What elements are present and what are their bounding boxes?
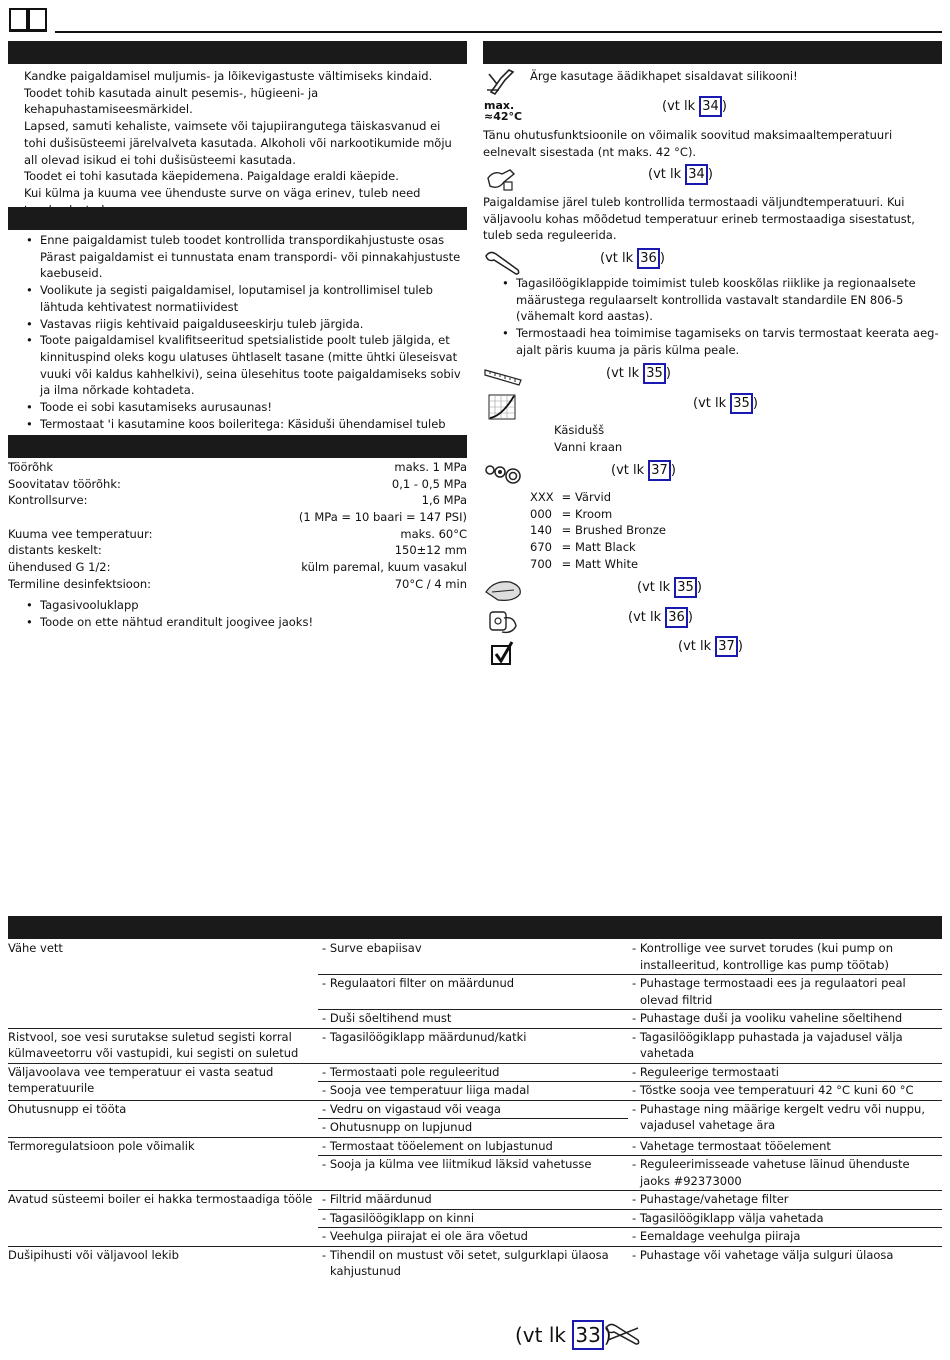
ref-page-link[interactable]: 36: [637, 248, 660, 269]
spec-value: maks. 1 MPa: [394, 460, 467, 474]
solution-text: Vahetage termostaat tööelement: [639, 1138, 831, 1153]
ref-suffix: ): [659, 251, 665, 266]
cause-text: Regulaatori filter on määrdunud: [329, 976, 515, 990]
ref-prefix: (vt lk: [515, 1323, 573, 1347]
ref-prefix: (vt lk: [678, 639, 716, 654]
cause-cell: - Termostaat tööelement on lubjastunud: [322, 1138, 553, 1153]
section-bar-right: [483, 41, 942, 64]
cause-text: Veehulga piirajat ei ole ära võetud: [329, 1229, 528, 1243]
diagram-item: Käsidušš: [554, 423, 605, 437]
checkbox-icon: [490, 640, 514, 671]
spec-label: distants keskelt:: [8, 543, 102, 558]
cause-text: Tagasilöögiklapp on kinni: [329, 1210, 475, 1225]
ref-prefix: (vt lk: [662, 99, 700, 114]
problem-cell: [8, 940, 318, 1028]
table-row: [8, 1246, 942, 1281]
cause-text: Termostaat tööelement on lubjastunud: [329, 1138, 553, 1153]
color-row: 140 = Brushed Bronze: [530, 523, 666, 538]
spec-label: Soovitatav töörõhk:: [8, 476, 121, 491]
page-ref: [648, 164, 713, 185]
solution-cell: - Vahetage termostaat tööelement: [632, 1138, 831, 1153]
problem-text: Termoregulatsioon pole võimalik: [8, 1138, 195, 1153]
cause-text: Ohutusnupp on lupjunud: [329, 1120, 473, 1134]
color-row: 700 = Matt White: [530, 556, 639, 571]
ref-page-link[interactable]: 36: [665, 607, 688, 628]
installation-bullet: • Voolikute ja segisti paigaldamisel, loputamisel ja kontrollimisel tuleb lähtuda kehtivatest normatiividest: [40, 282, 464, 315]
cause-cell: - Termostaati pole reguleeritud: [322, 1064, 500, 1079]
color-list: [530, 489, 666, 573]
problem-text: Ohutusnupp ei tööta: [8, 1101, 127, 1116]
section-bar-installation: [8, 207, 467, 230]
safety-para: Kui külma ja kuuma vee ühenduste surve on väga erinev, tuleb need: [24, 185, 421, 200]
cause-cell: - Vedru on vigastaud või veaga: [322, 1101, 501, 1116]
spec-label: ühendused G 1/2:: [8, 560, 111, 575]
problem-cell: [8, 1028, 318, 1063]
spec-value: maks. 60°C: [400, 526, 467, 541]
safety-section: [24, 68, 464, 218]
cause-text: Vedru on vigastaud või veaga: [329, 1101, 501, 1116]
solution-cell: - Reguleerimisseade vahetuse läinud ühenduste jaoks #92373000: [632, 1157, 910, 1188]
cleaning-hand-icon: [484, 578, 524, 609]
color-name: Värvid: [574, 490, 612, 504]
maintenance-bullets: [500, 275, 941, 359]
solution-cell: - Eemaldage veehulga piiraja: [632, 1229, 801, 1243]
color-code: 700: [530, 556, 552, 571]
table-row: [8, 940, 942, 975]
installation-bullet: • Toote paigaldamisel kvalifitseeritud spetsialistide poolt tuleb jälgida, et kinnituspind oleks kogu ulatuses ühtlaselt tasane (mitte ühtki üleseisvat vuuki või kaldus kahhelkivi), seina ülesehitus toote paigaldamiseks sobiv ja ilma nõrkade kohtadeta.: [40, 332, 464, 399]
wrench-icon: [604, 1322, 642, 1351]
ruler-icon: [484, 366, 522, 391]
solution-cell: - Puhastage duši ja vooliku vaheline sõeltihend: [632, 1011, 903, 1025]
solution-cell: - Puhastage või vahetage välja sulguri ülaosa: [632, 1247, 894, 1262]
ref-prefix: (vt lk: [611, 463, 649, 478]
spec-label: Termiline desinfektsioon:: [8, 576, 152, 591]
solution-text: Tagasilöögiklapp puhastada ja vajadusel välja vahetada: [639, 1029, 903, 1060]
problem-text: Ristvool, soe vesi surutakse suletud segisti korral külmaveetorru või vastupidi, kui segisti on suletud: [8, 1029, 299, 1060]
color-code: 140: [530, 523, 552, 538]
cause-cell: - Duši sõeltihend must: [322, 1011, 452, 1025]
table-row: [8, 1100, 942, 1119]
ref-suffix: ): [737, 639, 743, 654]
silicone-warning: Ärge kasutage äädikhapet sisaldavat silikooni!: [530, 69, 798, 83]
ref-prefix: (vt lk: [693, 396, 731, 411]
installation-bullet: • Termostaat 'i kasutamine koos boileritega: Käsiduši ühendamisel tuleb: [40, 416, 464, 449]
page-ref: [628, 607, 693, 628]
color-name: Brushed Bronze: [574, 523, 666, 538]
color-name: Matt White: [574, 556, 639, 571]
spec-row: [8, 459, 467, 476]
ref-suffix: ): [603, 1323, 612, 1347]
book-icon: [8, 6, 48, 32]
hand-cleaning-part-icon: [486, 606, 520, 641]
spec-bullet: • Tagasivooluklapp: [40, 597, 464, 614]
solution-cell: - Kontrollige vee survet torudes (kui pump on installeeritud, kontrollige kas pump töötab): [632, 941, 893, 972]
cause-cell: - Veehulga piirajat ei ole ära võetud: [322, 1229, 528, 1243]
safety-para: Kandke paigaldamisel muljumis- ja lõikevigastuste vältimiseks kindaid.: [24, 69, 433, 83]
section-bar-specs: [8, 435, 467, 458]
color-code: 670: [530, 540, 552, 555]
installation-bullet: • Toode ei sobi kasutamiseks aurusaunas!: [40, 399, 464, 416]
table-row: [8, 1028, 942, 1063]
cause-text: Termostaati pole reguleeritud: [329, 1064, 500, 1079]
ref-page-link[interactable]: 33: [572, 1320, 603, 1350]
spec-row: [8, 542, 467, 559]
problem-text: Väljavoolava vee temperatuur ei vasta seatud temperatuurile: [8, 1064, 274, 1095]
solution-cell: - Tõstke sooja vee temperatuuri 42 °C kuni 60 °C: [632, 1083, 914, 1097]
ref-page-link[interactable]: 35: [674, 577, 697, 598]
ref-suffix: ): [696, 580, 702, 595]
problem-cell: [8, 1191, 318, 1247]
spec-row: [8, 492, 467, 509]
ref-page-link[interactable]: 37: [715, 636, 738, 657]
cause-text: Duši sõeltihend must: [329, 1011, 452, 1025]
safety-function-text: Tänu ohutusfunktsioonile on võimalik soovitud maksimaaltemperatuuri eelnevalt sisestada (nt maks. 42 °C).: [483, 128, 893, 159]
cause-text: Sooja ja külma vee liitmikud läksid vahetusse: [329, 1157, 592, 1171]
spec-bullet: • Toode on ette nähtud eranditult joogivee jaoks!: [40, 614, 464, 631]
solution-text: Puhastage termostaadi ees ja regulaatori peal olevad filtrid: [639, 976, 906, 1007]
spec-row: [8, 526, 467, 543]
page-ref: [678, 636, 743, 657]
problem-text: Dušipihusti või väljavool lekib: [8, 1247, 179, 1262]
color-row: 000 = Kroom: [530, 506, 613, 521]
installation-bullet: • Enne paigaldamist tuleb toodet kontrollida transpordikahjustuste osas Pärast paigaldamist ei tunnustata enam transpordi- või pinnakahjustuste kaebuseid.: [40, 232, 464, 282]
color-code: 000: [530, 506, 552, 521]
spec-row: [8, 559, 467, 576]
problem-cell: [8, 1246, 318, 1281]
page-ref: [611, 460, 676, 481]
spec-value: 1,6 MPa: [421, 493, 467, 508]
solution-cell: - Puhastage ning määrige kergelt vedru või nuppu, vajadusel vahetage ära: [632, 1101, 925, 1132]
page-ref: [637, 577, 702, 598]
solution-cell: - Puhastage termostaadi ees ja regulaatori peal olevad filtrid: [632, 976, 906, 1007]
color-name: Kroom: [574, 506, 613, 521]
ref-page-link[interactable]: 35: [643, 363, 666, 384]
ref-page-link[interactable]: 34: [685, 164, 708, 185]
page-ref: [606, 363, 671, 384]
spec-bullets: [24, 597, 464, 630]
spec-value: külm paremal, kuum vasakul: [301, 560, 467, 575]
maintenance-bullet: • Termostaadi hea toimimise tagamiseks on tarvis termostaat keerata aeg-ajalt päris kuuma ja päris külma peale.: [516, 325, 941, 358]
solution-text: Puhastage või vahetage välja sulguri ülaosa: [639, 1247, 894, 1262]
ref-prefix: (vt lk: [628, 610, 666, 625]
maintenance-bullet: • Tagasilöögiklappide toimimist tuleb kooskõlas riiklike ja regionaalsete määrustega regulaarselt kontrollida vastavalt standardile EN 806-5 (vähemalt kord aastas).: [516, 275, 941, 325]
solution-text: Puhastage ning määrige kergelt vedru või nuppu, vajadusel vahetage ära: [639, 1101, 925, 1132]
page-ref: [693, 393, 758, 414]
solution-cell: - Tagasilöögiklapp välja vahetada: [632, 1210, 824, 1225]
installation-section: [24, 232, 464, 449]
safety-para: Toodet ei tohi kasutada käepidemena. Paigaldage eraldi käepide.: [24, 169, 399, 184]
spec-value: 150±12 mm: [394, 543, 467, 558]
cause-text: Tagasilöögiklapp määrdunud/katki: [329, 1029, 527, 1044]
cause-cell: - Regulaatori filter on määrdunud: [322, 976, 515, 990]
section-bar-safety: [8, 41, 467, 64]
color-row: 670 = Matt Black: [530, 540, 636, 555]
solution-text: Kontrollige vee survet torudes (kui pump on installeeritud, kontrollige kas pump töötab): [639, 941, 893, 972]
ref-suffix: ): [687, 610, 693, 625]
spec-row: [8, 509, 467, 526]
spec-value: (1 MPa = 10 baari = 147 PSI): [298, 510, 467, 525]
ref-suffix: ): [670, 463, 676, 478]
safety-para: Lapsed, samuti kehaliste, vaimsete või tajupiirangutega täiskasvanud ei tohi dušisüsteemi järelvalveta kasutada. Alkoholi või narkootikumide mõju all olevad isikud ei tohi dušisüsteemi kasutada.: [24, 119, 452, 167]
cause-text: Surve ebapiisav: [329, 941, 422, 955]
solution-text: Tagasilöögiklapp välja vahetada: [639, 1210, 824, 1225]
flow-diagram-icon: [488, 394, 516, 425]
max-label: max.: [484, 99, 515, 112]
cause-cell: - Ohutusnupp on lupjunud: [322, 1120, 473, 1134]
diagram-item: Vanni kraan: [554, 440, 623, 454]
cause-cell: - Tihendil on mustust või setet, sulgurklapi ülaosa kahjustunud: [322, 1247, 609, 1278]
cause-text: Sooja vee temperatuur liiga madal: [329, 1083, 530, 1097]
safety-para: Toodet tohib kasutada ainult pesemis-, hügieeni- ja kehapuhastamiseesmärkidel.: [24, 85, 319, 117]
cause-cell: - Filtrid määrdunud: [322, 1192, 432, 1206]
temp-label: ≈42°C: [484, 110, 523, 123]
spare-parts-icon: [484, 462, 522, 491]
ref-prefix: (vt lk: [637, 580, 675, 595]
problem-cell: [8, 1100, 318, 1137]
spec-label: Kontrollsurve:: [8, 493, 88, 508]
cause-text: Tihendil on mustust või setet, sulgurklapi ülaosa kahjustunud: [329, 1247, 609, 1278]
problem-cell: [8, 1137, 318, 1191]
silicone-gun-icon: [485, 66, 519, 101]
table-row: [8, 1063, 942, 1082]
problem-text: Avatud süsteemi boiler ei hakka termostaadiga tööle: [8, 1192, 313, 1206]
spec-label: Töörõhk: [8, 460, 54, 474]
ref-prefix: (vt lk: [600, 251, 638, 266]
solution-text: Puhastage/vahetage filter: [639, 1192, 789, 1206]
ref-suffix: ): [752, 396, 758, 411]
color-row: XXX = Värvid: [530, 490, 612, 504]
table-row: [8, 1137, 942, 1156]
solution-text: Reguleerimisseade vahetuse läinud ühenduste jaoks #92373000: [639, 1157, 910, 1188]
solution-cell: - Reguleerige termostaati: [632, 1064, 779, 1079]
cause-cell: - Sooja ja külma vee liitmikud läksid vahetusse: [322, 1157, 592, 1171]
cause-cell: - Surve ebapiisav: [322, 941, 422, 955]
ref-suffix: ): [665, 366, 671, 381]
solution-text: Eemaldage veehulga piiraja: [639, 1229, 801, 1243]
spec-value: 70°C / 4 min: [394, 576, 467, 591]
calibration-text: Paigaldamise järel tuleb kontrollida termostaadi väljundtemperatuuri. Kui väljavoolu kohas mõõdetud temperatuur erineb termostaadiga sisestatust, tuleb seda reguleerida.: [483, 195, 915, 243]
solution-text: Tõstke sooja vee temperatuuri 42 °C kuni 60 °C: [639, 1083, 914, 1097]
spec-row: [8, 476, 467, 493]
color-code: XXX: [530, 490, 554, 504]
page-ref: [662, 96, 727, 117]
problem-text: Vähe vett: [8, 941, 63, 955]
ref-page-link[interactable]: 37: [648, 460, 671, 481]
color-name: Matt Black: [574, 540, 636, 555]
ref-page-link[interactable]: 34: [699, 96, 722, 117]
cause-cell: - Tagasilöögiklapp määrdunud/katki: [322, 1029, 527, 1044]
installation-bullet: • Vastavas riigis kehtivaid paigalduseeskirju tuleb järgida.: [40, 316, 464, 333]
solution-text: Reguleerige termostaati: [639, 1064, 779, 1079]
spec-row: [8, 576, 467, 593]
spec-value: 0,1 - 0,5 MPa: [391, 476, 467, 491]
section-bar-troubleshooting: [8, 916, 942, 939]
ref-suffix: ): [721, 99, 727, 114]
cause-text: Filtrid määrdunud: [329, 1192, 432, 1206]
ref-prefix: (vt lk: [648, 167, 686, 182]
table-row: [8, 1191, 942, 1210]
ref-suffix: ): [707, 167, 713, 182]
ref-prefix: (vt lk: [606, 366, 644, 381]
specs-table: [8, 459, 467, 593]
solution-text: Puhastage duši ja vooliku vaheline sõeltihend: [639, 1011, 903, 1025]
page-ref: [600, 248, 665, 269]
footer-page-ref: [515, 1320, 612, 1350]
spec-label: Kuuma vee temperatuur:: [8, 526, 153, 541]
solution-cell: - Tagasilöögiklapp puhastada ja vajadusel välja vahetada: [632, 1029, 903, 1060]
header-rule: [55, 31, 942, 33]
cause-cell: - Sooja vee temperatuur liiga madal: [322, 1083, 530, 1097]
solution-cell: - Puhastage/vahetage filter: [632, 1192, 789, 1206]
ref-page-link[interactable]: 35: [730, 393, 753, 414]
problem-cell: [8, 1063, 318, 1100]
troubleshooting-table: [8, 940, 942, 1281]
cause-cell: - Tagasilöögiklapp on kinni: [322, 1210, 475, 1225]
